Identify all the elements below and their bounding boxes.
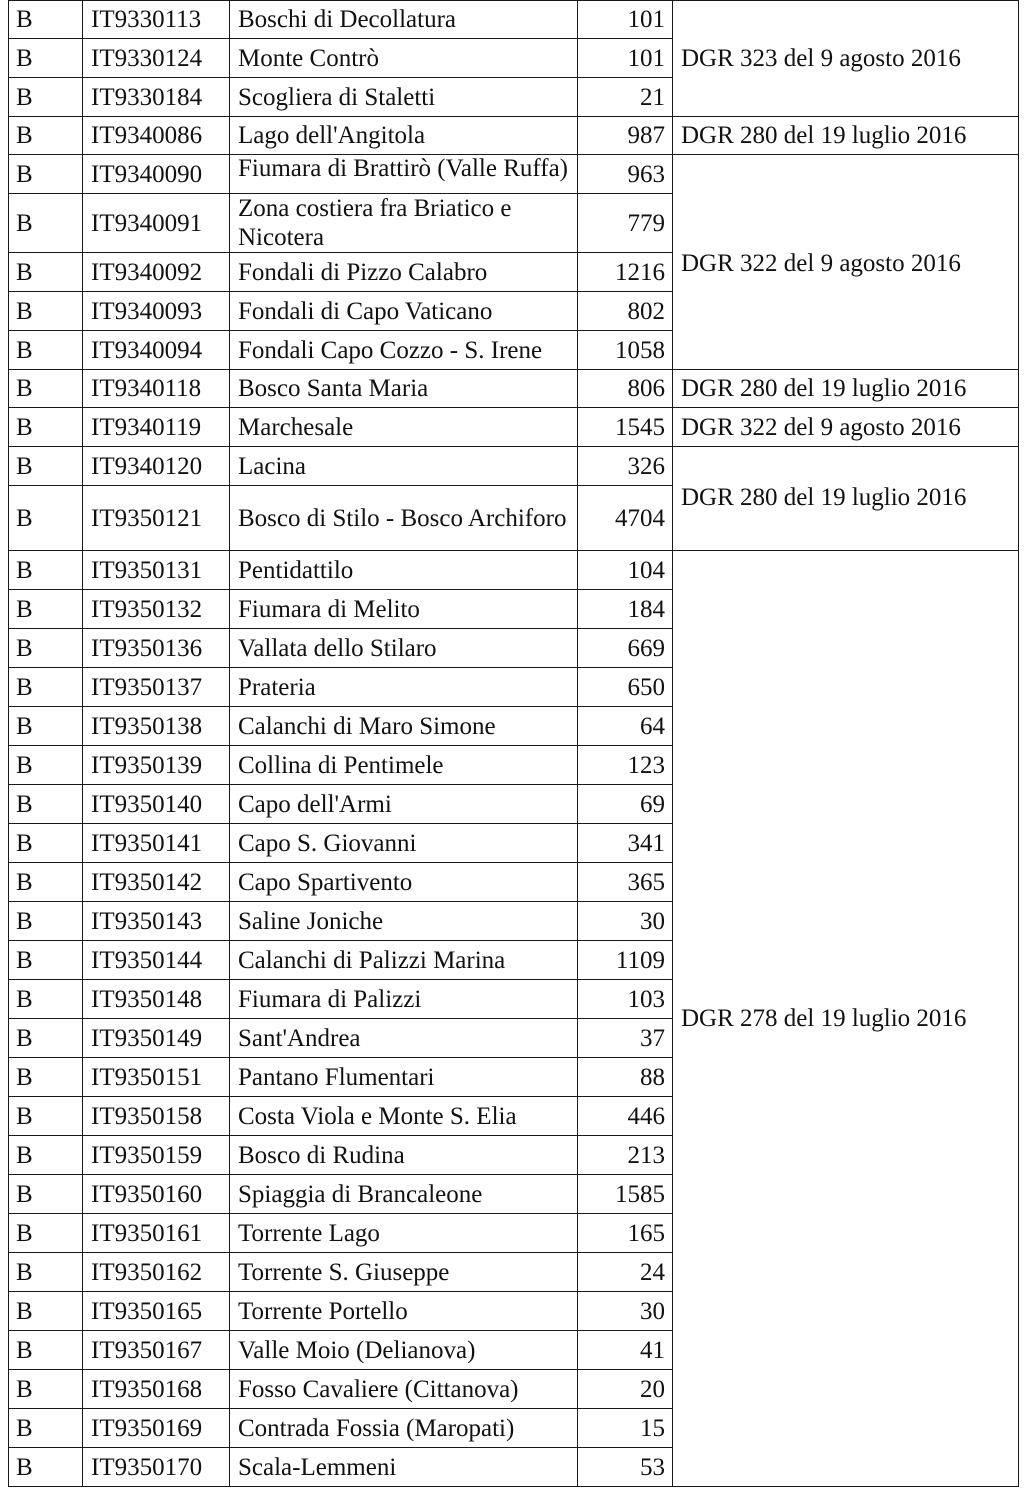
- site-code-cell: IT9350140: [83, 785, 230, 824]
- site-type-cell: B: [9, 1448, 83, 1487]
- site-type-cell: B: [9, 1214, 83, 1253]
- site-name-cell: Costa Viola e Monte S. Elia: [230, 1097, 578, 1136]
- site-name-cell: Fiumara di Melito: [230, 590, 578, 629]
- site-area-cell: 669: [578, 629, 673, 668]
- site-code-cell: IT9350148: [83, 980, 230, 1019]
- site-type-cell: B: [9, 1331, 83, 1370]
- site-code-cell: IT9340119: [83, 408, 230, 447]
- site-area-cell: 15: [578, 1409, 673, 1448]
- site-name-cell: Pentidattilo: [230, 551, 578, 590]
- site-code-cell: IT9350132: [83, 590, 230, 629]
- site-code-cell: IT9350137: [83, 668, 230, 707]
- site-code-cell: IT9340092: [83, 253, 230, 292]
- site-code-cell: IT9350142: [83, 863, 230, 902]
- site-type-cell: B: [9, 447, 83, 486]
- site-name-cell: Valle Moio (Delianova): [230, 1331, 578, 1370]
- site-area-cell: 101: [578, 39, 673, 78]
- site-area-cell: 341: [578, 824, 673, 863]
- site-area-cell: 64: [578, 707, 673, 746]
- site-name-cell: Bosco di Stilo - Bosco Archiforo: [230, 486, 578, 551]
- site-area-cell: 41: [578, 1331, 673, 1370]
- site-code-cell: IT9350161: [83, 1214, 230, 1253]
- site-code-cell: IT9350144: [83, 941, 230, 980]
- site-name-cell: Pantano Flumentari: [230, 1058, 578, 1097]
- site-code-cell: IT9350170: [83, 1448, 230, 1487]
- site-code-cell: IT9340091: [83, 194, 230, 253]
- site-type-cell: B: [9, 1136, 83, 1175]
- site-name-cell: Scogliera di Staletti: [230, 78, 578, 117]
- site-area-cell: 20: [578, 1370, 673, 1409]
- site-area-cell: 4704: [578, 486, 673, 551]
- site-code-cell: IT9340090: [83, 155, 230, 194]
- site-type-cell: B: [9, 486, 83, 551]
- site-code-cell: IT9350168: [83, 1370, 230, 1409]
- site-area-cell: 1216: [578, 253, 673, 292]
- site-area-cell: 30: [578, 902, 673, 941]
- dgr-cell: DGR 323 del 9 agosto 2016: [673, 1, 1019, 117]
- site-code-cell: IT9350143: [83, 902, 230, 941]
- site-area-cell: 987: [578, 117, 673, 155]
- site-code-cell: IT9350167: [83, 1331, 230, 1370]
- site-code-cell: IT9350158: [83, 1097, 230, 1136]
- table-row: [9, 1, 1019, 39]
- site-name-cell: Torrente Portello: [230, 1292, 578, 1331]
- site-name-cell: Fiumara di Palizzi: [230, 980, 578, 1019]
- site-area-cell: 88: [578, 1058, 673, 1097]
- site-code-cell: IT9350141: [83, 824, 230, 863]
- site-type-cell: B: [9, 1253, 83, 1292]
- site-type-cell: B: [9, 155, 83, 194]
- site-type-cell: B: [9, 824, 83, 863]
- site-name-cell: Collina di Pentimele: [230, 746, 578, 785]
- site-name-cell: Zona costiera fra Briatico e Nicotera: [230, 194, 578, 253]
- site-type-cell: B: [9, 253, 83, 292]
- site-name-text: Fiumara di Brattirò (Valle Ruffa): [238, 154, 569, 182]
- site-name-cell: Marchesale: [230, 408, 578, 447]
- site-area-cell: 30: [578, 1292, 673, 1331]
- site-area-cell: 1585: [578, 1175, 673, 1214]
- site-type-cell: B: [9, 194, 83, 253]
- table-row: [9, 408, 1019, 447]
- site-area-cell: 37: [578, 1019, 673, 1058]
- site-type-cell: B: [9, 863, 83, 902]
- site-area-cell: 1058: [578, 331, 673, 370]
- site-type-cell: B: [9, 1175, 83, 1214]
- site-code-cell: IT9340118: [83, 370, 230, 408]
- dgr-cell: DGR 322 del 9 agosto 2016: [673, 408, 1019, 447]
- dgr-cell: DGR 278 del 19 luglio 2016: [673, 551, 1019, 1487]
- site-code-cell: IT9350169: [83, 1409, 230, 1448]
- site-type-cell: B: [9, 1097, 83, 1136]
- site-area-cell: 1545: [578, 408, 673, 447]
- site-name-cell: [230, 155, 578, 194]
- site-name-cell: Spiaggia di Brancaleone: [230, 1175, 578, 1214]
- site-type-cell: B: [9, 370, 83, 408]
- dgr-cell: DGR 280 del 19 luglio 2016: [673, 447, 1019, 551]
- table-row: [9, 155, 1019, 194]
- site-area-cell: 53: [578, 1448, 673, 1487]
- site-type-cell: B: [9, 707, 83, 746]
- table-row: [9, 551, 1019, 590]
- site-code-cell: IT9350136: [83, 629, 230, 668]
- site-area-cell: 1109: [578, 941, 673, 980]
- site-code-cell: IT9350138: [83, 707, 230, 746]
- site-code-cell: IT9350165: [83, 1292, 230, 1331]
- site-area-cell: 104: [578, 551, 673, 590]
- site-type-cell: B: [9, 1292, 83, 1331]
- site-name-cell: Lago dell'Angitola: [230, 117, 578, 155]
- site-code-cell: IT9350149: [83, 1019, 230, 1058]
- site-name-cell: Capo Spartivento: [230, 863, 578, 902]
- site-type-cell: B: [9, 551, 83, 590]
- site-code-cell: IT9340120: [83, 447, 230, 486]
- dgr-cell: DGR 322 del 9 agosto 2016: [673, 155, 1019, 370]
- site-type-cell: B: [9, 331, 83, 370]
- site-name-cell: Vallata dello Stilaro: [230, 629, 578, 668]
- site-type-cell: B: [9, 590, 83, 629]
- site-name-cell: Bosco Santa Maria: [230, 370, 578, 408]
- site-area-cell: 963: [578, 155, 673, 194]
- site-area-cell: 101: [578, 1, 673, 39]
- site-name-cell: Torrente S. Giuseppe: [230, 1253, 578, 1292]
- site-type-cell: B: [9, 78, 83, 117]
- dgr-cell: DGR 280 del 19 luglio 2016: [673, 117, 1019, 155]
- site-area-cell: 69: [578, 785, 673, 824]
- site-area-cell: 779: [578, 194, 673, 253]
- site-type-cell: B: [9, 1370, 83, 1409]
- site-code-cell: IT9340093: [83, 292, 230, 331]
- site-type-cell: B: [9, 39, 83, 78]
- site-name-cell: Calanchi di Palizzi Marina: [230, 941, 578, 980]
- sites-table: [8, 0, 1019, 1487]
- site-type-cell: B: [9, 1, 83, 39]
- site-name-cell: Capo S. Giovanni: [230, 824, 578, 863]
- site-type-cell: B: [9, 408, 83, 447]
- site-code-cell: IT9350121: [83, 486, 230, 551]
- site-type-cell: B: [9, 629, 83, 668]
- site-area-cell: 123: [578, 746, 673, 785]
- site-type-cell: B: [9, 1058, 83, 1097]
- site-area-cell: 24: [578, 1253, 673, 1292]
- site-name-cell: Fondali di Capo Vaticano: [230, 292, 578, 331]
- site-type-cell: B: [9, 1409, 83, 1448]
- site-area-cell: 365: [578, 863, 673, 902]
- table-row: [9, 447, 1019, 486]
- site-name-cell: Monte Contrò: [230, 39, 578, 78]
- site-name-cell: Bosco di Rudina: [230, 1136, 578, 1175]
- site-type-cell: B: [9, 902, 83, 941]
- site-code-cell: IT9330184: [83, 78, 230, 117]
- site-area-cell: 802: [578, 292, 673, 331]
- site-type-cell: B: [9, 785, 83, 824]
- dgr-cell: DGR 280 del 19 luglio 2016: [673, 370, 1019, 408]
- site-type-cell: B: [9, 292, 83, 331]
- site-code-cell: IT9340086: [83, 117, 230, 155]
- site-type-cell: B: [9, 1019, 83, 1058]
- table-row: [9, 370, 1019, 408]
- site-code-cell: IT9350131: [83, 551, 230, 590]
- site-type-cell: B: [9, 980, 83, 1019]
- site-name-cell: Torrente Lago: [230, 1214, 578, 1253]
- site-type-cell: B: [9, 941, 83, 980]
- site-name-cell: Boschi di Decollatura: [230, 1, 578, 39]
- site-area-cell: 650: [578, 668, 673, 707]
- site-name-cell: Scala-Lemmeni: [230, 1448, 578, 1487]
- site-name-cell: Sant'Andrea: [230, 1019, 578, 1058]
- site-area-cell: 213: [578, 1136, 673, 1175]
- site-name-cell: Contrada Fossia (Maropati): [230, 1409, 578, 1448]
- site-code-cell: IT9330124: [83, 39, 230, 78]
- site-type-cell: B: [9, 668, 83, 707]
- site-name-cell: Fondali di Pizzo Calabro: [230, 253, 578, 292]
- site-area-cell: 326: [578, 447, 673, 486]
- site-area-cell: 21: [578, 78, 673, 117]
- site-code-cell: IT9350139: [83, 746, 230, 785]
- site-code-cell: IT9330113: [83, 1, 230, 39]
- site-area-cell: 103: [578, 980, 673, 1019]
- site-code-cell: IT9350162: [83, 1253, 230, 1292]
- site-name-cell: Capo dell'Armi: [230, 785, 578, 824]
- site-area-cell: 184: [578, 590, 673, 629]
- site-name-cell: Fondali Capo Cozzo - S. Irene: [230, 331, 578, 370]
- site-type-cell: B: [9, 746, 83, 785]
- site-area-cell: 165: [578, 1214, 673, 1253]
- site-code-cell: IT9350159: [83, 1136, 230, 1175]
- site-code-cell: IT9350160: [83, 1175, 230, 1214]
- site-code-cell: IT9340094: [83, 331, 230, 370]
- table-row: [9, 117, 1019, 155]
- site-name-cell: Prateria: [230, 668, 578, 707]
- site-area-cell: 806: [578, 370, 673, 408]
- site-name-cell: Calanchi di Maro Simone: [230, 707, 578, 746]
- site-type-cell: B: [9, 117, 83, 155]
- site-area-cell: 446: [578, 1097, 673, 1136]
- site-name-cell: Saline Joniche: [230, 902, 578, 941]
- site-name-cell: Lacina: [230, 447, 578, 486]
- site-name-cell: Fosso Cavaliere (Cittanova): [230, 1370, 578, 1409]
- site-code-cell: IT9350151: [83, 1058, 230, 1097]
- sites-table-body: [9, 1, 1019, 1487]
